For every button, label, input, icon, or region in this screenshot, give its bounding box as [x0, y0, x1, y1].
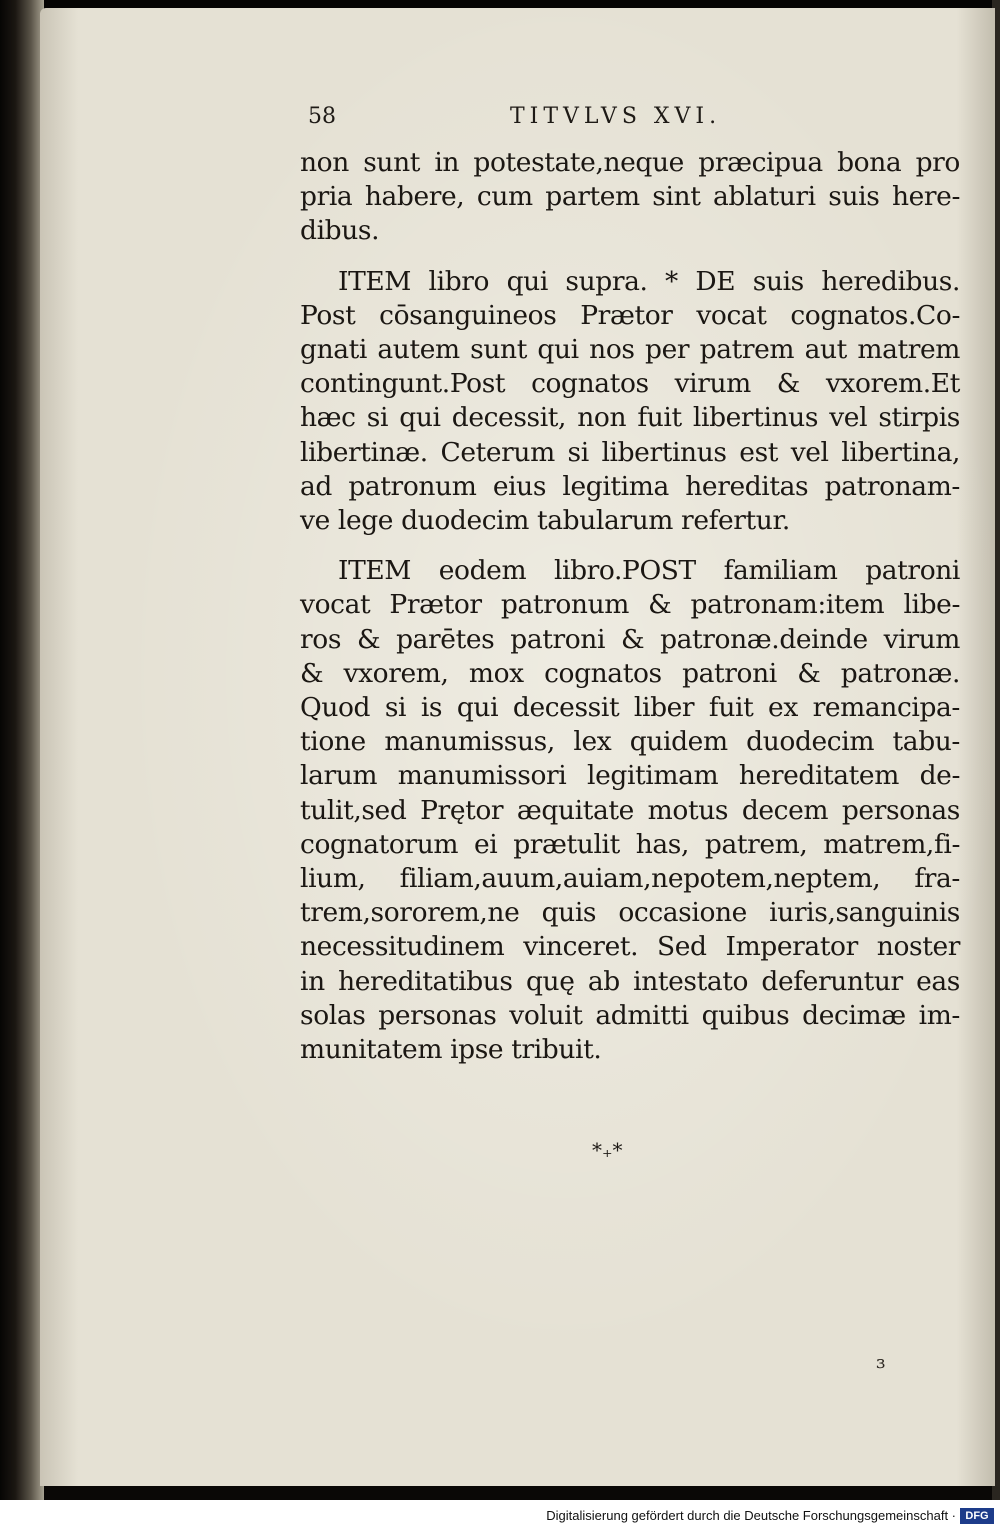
text-line: larum manumissori legitimam hereditatem de- — [300, 760, 960, 792]
text-line: tulit,sed Prętor æquitate motus decem personas — [300, 794, 960, 826]
book-spine-edge — [0, 0, 44, 1500]
text-line: pria habere, cum partem sint ablaturi suis here- — [300, 181, 960, 213]
text-line: ITEM libro qui supra. * DE suis heredibus. — [338, 265, 960, 297]
text-line: lium, filiam,auum,auiam,nepotem,neptem, fra- — [300, 863, 960, 895]
running-head — [308, 104, 958, 134]
text-line: ve lege duodecim tabularum refertur. — [300, 505, 790, 537]
text-line: cognatorum ei prætulit has, patrem, matrem,fi- — [300, 828, 960, 860]
text-line: in hereditatibus quę ab intestato deferuntur eas — [300, 965, 960, 997]
dfg-logo: DFG — [960, 1508, 994, 1524]
paragraph-2 — [300, 265, 960, 539]
asterism-ornament: *₊* — [592, 1138, 623, 1162]
running-title: TITVLVS XVI. — [510, 104, 722, 129]
main-text — [300, 146, 960, 1067]
footer-bar — [0, 1500, 1000, 1532]
text-line: trem,sororem,ne quis occasione iuris,sanguinis — [300, 897, 960, 929]
text-line: dibus. — [300, 215, 380, 247]
paragraph-3 — [300, 554, 960, 1067]
text-line: libertinæ. Ceterum si libertinus est vel libertina, — [300, 436, 960, 468]
text-line: munitatem ipse tribuit. — [300, 1034, 602, 1066]
text-line: & vxorem, mox cognatos patroni & patronæ. — [300, 657, 960, 689]
text-line: Quod si is qui decessit liber fuit ex remancipa- — [300, 692, 960, 724]
paragraph-1 — [300, 146, 960, 249]
text-line: necessitudinem vinceret. Sed Imperator noster — [300, 931, 960, 963]
text-line: Post cōsanguineos Prætor vocat cognatos.Co- — [300, 299, 960, 331]
text-line: tione manumissus, lex quidem duodecim tabu- — [300, 726, 960, 758]
text-line: ad patronum eius legitima hereditas patronam- — [300, 470, 960, 502]
funding-credit: Digitalisierung gefördert durch die Deutsche Forschungsgemeinschaft · — [546, 1508, 956, 1523]
text-line: ITEM eodem libro.POST familiam patroni — [338, 555, 960, 587]
text-line: solas personas voluit admitti quibus decimæ im- — [300, 999, 960, 1031]
text-line: hæc si qui decessit, non fuit libertinus vel stirpis — [300, 402, 960, 434]
text-line: ros & parētes patroni & patronæ.deinde virum — [300, 623, 960, 655]
text-line: vocat Prætor patronum & patronam:item libe- — [300, 589, 960, 621]
text-line: non sunt in potestate,neque præcipua bona pro — [300, 147, 960, 178]
text-line: contingunt.Post cognatos virum & vxorem.Et — [300, 368, 960, 400]
page-number: 58 — [308, 104, 336, 129]
text-line: gnati autem sunt qui nos per patrem aut matrem — [300, 334, 960, 366]
signature-mark: ɜ — [876, 1352, 886, 1373]
